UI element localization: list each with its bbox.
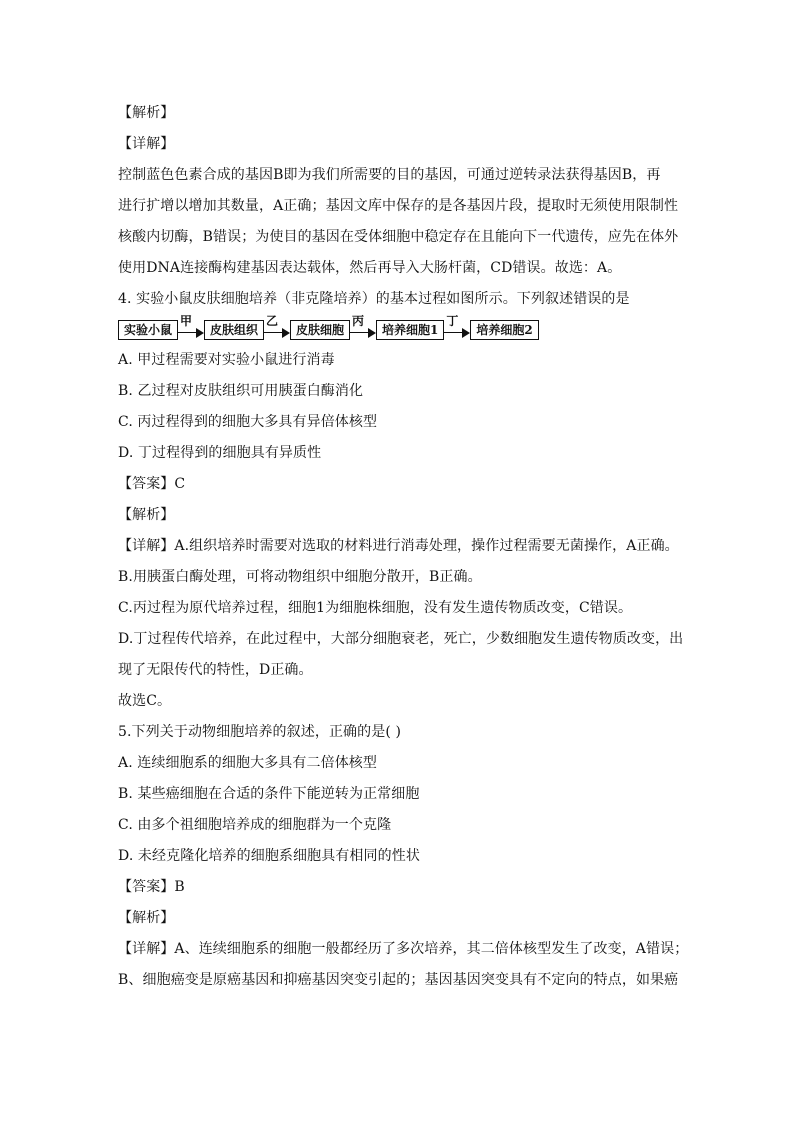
paragraph-line: C.丙过程为原代培养过程，细胞1为细胞株细胞，没有发生遗传物质改变，C错误。 bbox=[118, 600, 633, 616]
paragraph-line: B、细胞癌变是原癌基因和抑癌基因突变引起的；基因基因突变具有不定向的特点，如果癌 bbox=[118, 972, 679, 988]
flow-arrow-label: 甲 bbox=[180, 314, 193, 328]
flow-box-mouse: 实验小鼠 bbox=[118, 320, 178, 340]
option-d: D. 未经克隆化培养的细胞系细胞具有相同的性状 bbox=[118, 848, 420, 864]
process-flow-diagram bbox=[118, 315, 684, 345]
arrow-shaft bbox=[444, 332, 464, 333]
paragraph-line: 【详解】A.组织培养时需要对选取的材料进行消毒处理，操作过程需要无菌操作，A正确。 bbox=[118, 538, 679, 554]
text-block-before bbox=[118, 98, 684, 315]
option-a: A. 甲过程需要对实验小鼠进行消毒 bbox=[118, 352, 335, 368]
option-a: A. 连续细胞系的细胞大多具有二倍体核型 bbox=[118, 755, 378, 771]
option-c: C. 由多个祖细胞培养成的细胞群为一个克隆 bbox=[118, 817, 392, 833]
flow-arrow-label: 乙 bbox=[266, 314, 279, 328]
arrow-head-icon bbox=[368, 328, 376, 338]
arrow-shaft bbox=[264, 332, 284, 333]
paragraph-line: D.丁过程传代培养，在此过程中，大部分细胞衰老，死亡，少数细胞发生遗传物质改变，出 bbox=[118, 631, 684, 647]
flow-box-cultured-cells-1: 培养细胞1 bbox=[376, 320, 444, 340]
arrow-shaft bbox=[350, 332, 370, 333]
flow-box-skin-cells: 皮肤细胞 bbox=[290, 320, 350, 340]
flow-arrow-label: 丁 bbox=[446, 314, 459, 328]
paragraph-line: 【详解】A、连续细胞系的细胞一般都经历了多次培养，其二倍体核型发生了改变，A错误； bbox=[118, 941, 689, 957]
question-4-stem: 4. 实验小鼠皮肤细胞培养（非克隆培养）的基本过程如图所示。下列叙述错误的是 bbox=[118, 291, 630, 307]
option-b: B. 乙过程对皮肤组织可用胰蛋白酶消化 bbox=[118, 383, 364, 399]
flow-arrow-jia bbox=[178, 314, 204, 340]
option-d: D. 丁过程得到的细胞具有异质性 bbox=[118, 445, 322, 461]
arrow-head-icon bbox=[196, 328, 204, 338]
paragraph-line: 进行扩增以增加其数量，A正确；基因文库中保存的是各基因片段，提取时无须使用限制性 bbox=[118, 198, 679, 214]
option-c: C. 丙过程得到的细胞大多具有异倍体核型 bbox=[118, 414, 378, 430]
flow-arrow-label: 丙 bbox=[352, 314, 365, 328]
arrow-head-icon bbox=[282, 328, 290, 338]
flow-arrow-ding bbox=[444, 314, 470, 340]
section-heading-analysis: 【解析】 bbox=[118, 507, 175, 523]
section-heading-analysis: 【解析】 bbox=[118, 105, 175, 121]
paragraph-line: B.用胰蛋白酶处理，可将动物组织中细胞分散开，B正确。 bbox=[118, 569, 482, 585]
paragraph-line: 核酸内切酶，B错误；为使目的基因在受体细胞中稳定存在且能向下一代遗传，应先在体外 bbox=[118, 229, 679, 245]
section-heading-detail: 【详解】 bbox=[118, 136, 175, 152]
flow-arrow-yi bbox=[264, 314, 290, 340]
text-block-after bbox=[118, 345, 689, 996]
answer-line: 【答案】C bbox=[118, 476, 186, 492]
answer-line: 【答案】B bbox=[118, 879, 185, 895]
paragraph-line: 使用DNA连接酶构建基因表达载体，然后再导入大肠杆菌，CD错误。故选：A。 bbox=[118, 260, 622, 276]
flow-arrow-bing bbox=[350, 314, 376, 340]
question-5-stem: 5.下列关于动物细胞培养的叙述，正确的是( ) bbox=[118, 724, 402, 740]
arrow-head-icon bbox=[462, 328, 470, 338]
paragraph-line: 现了无限传代的特性，D正确。 bbox=[118, 662, 313, 678]
option-b: B. 某些癌细胞在合适的条件下能逆转为正常细胞 bbox=[118, 786, 420, 802]
section-heading-analysis: 【解析】 bbox=[118, 910, 175, 926]
flow-box-skin-tissue: 皮肤组织 bbox=[204, 320, 264, 340]
arrow-shaft bbox=[178, 332, 198, 333]
document-page bbox=[118, 98, 689, 996]
flow-box-cultured-cells-2: 培养细胞2 bbox=[470, 320, 538, 340]
paragraph-line: 控制蓝色色素合成的基因B即为我们所需要的目的基因，可通过逆转录法获得基因B，再 bbox=[118, 167, 661, 183]
paragraph-line: 故选C。 bbox=[118, 693, 172, 709]
